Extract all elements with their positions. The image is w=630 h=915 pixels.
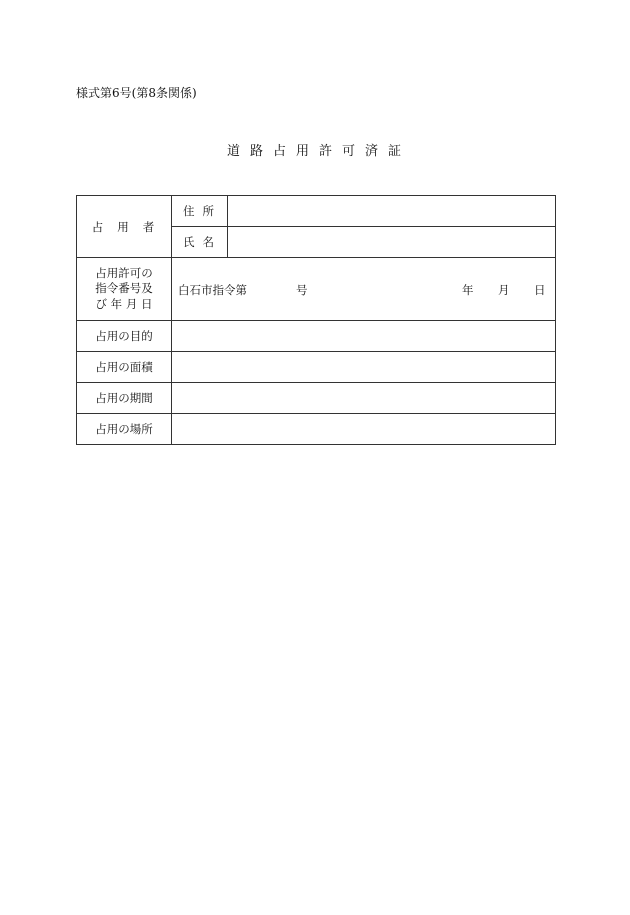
permit-label-line-3: び 年 月 日 [95, 296, 153, 311]
location-label: 占用の場所 [77, 414, 172, 445]
permit-label-line-1: 占用許可の [95, 265, 153, 280]
address-field[interactable] [228, 196, 556, 227]
permit-number-date-field[interactable] [172, 258, 556, 321]
location-field[interactable] [172, 414, 556, 445]
name-label: 氏名 [172, 227, 228, 258]
document-title: 道路占用許可済証 [226, 144, 411, 159]
permit-number-date-label [77, 258, 172, 321]
day-label: 日 [534, 283, 546, 297]
purpose-field[interactable] [172, 321, 556, 352]
permit-prefix: 白石市指令第 [178, 283, 247, 297]
address-label: 住所 [172, 196, 228, 227]
permit-number-suffix: 号 [296, 283, 308, 297]
permit-table [76, 195, 556, 445]
area-label: 占用の面積 [77, 352, 172, 383]
occupant-label: 占用者 [77, 196, 172, 258]
area-field[interactable] [172, 352, 556, 383]
period-label: 占用の期間 [77, 383, 172, 414]
month-label: 月 [498, 283, 510, 297]
period-field[interactable] [172, 383, 556, 414]
year-label: 年 [462, 283, 474, 297]
permit-label-line-2: 指令番号及 [95, 281, 153, 296]
name-field[interactable] [228, 227, 556, 258]
purpose-label: 占用の目的 [77, 321, 172, 352]
form-number: 様式第6号(第8条関係) [76, 86, 197, 100]
